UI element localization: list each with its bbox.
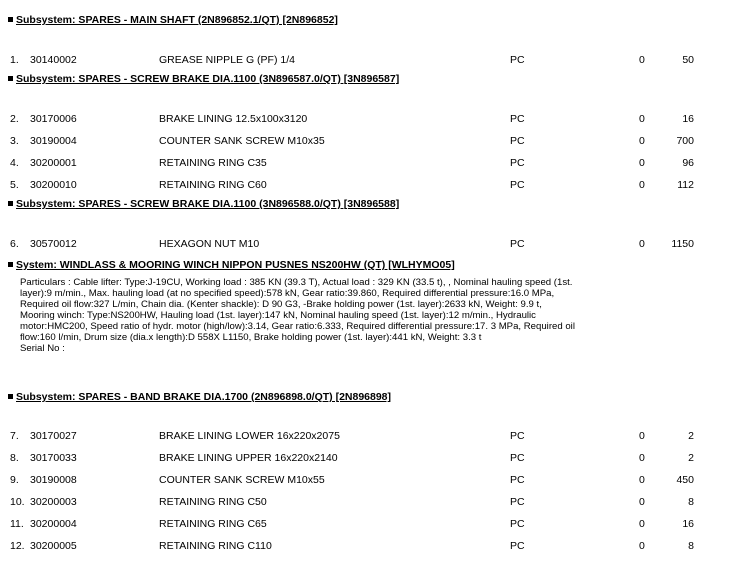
system-title: System: WINDLASS & MOORING WINCH NIPPON PUSNES NS200HW (QT) [WLHYMO05] <box>16 259 455 271</box>
subsystem-title: Subsystem: SPARES - BAND BRAKE DIA.1700 (2N896898.0/QT) [2N896898] <box>16 391 392 403</box>
part-code: 30570012 <box>30 238 77 250</box>
bullet-square-icon <box>8 394 13 399</box>
row-number: 9. <box>10 474 19 486</box>
row-number: 11. <box>10 518 24 530</box>
unit: PC <box>510 179 525 191</box>
table-row <box>0 238 734 252</box>
unit: PC <box>510 518 525 530</box>
part-description: COUNTER SANK SCREW M10x35 <box>159 135 325 147</box>
part-description: RETAINING RING C110 <box>159 540 272 552</box>
part-description: GREASE NIPPLE G (PF) 1/4 <box>159 54 295 66</box>
part-code: 30170006 <box>30 113 77 125</box>
table-row <box>0 54 734 68</box>
quantity: 50 <box>682 54 694 66</box>
table-row <box>0 540 734 554</box>
bullet-square-icon <box>8 76 13 81</box>
row-number: 7. <box>10 430 19 442</box>
quantity: 700 <box>676 135 694 147</box>
particulars-line: Required oil flow:327 L/min, Chain dia. (Kenter shackle): D 90 G3, -Brake holding power (1st. layer):2633 kN, Weight: 9.9 t, <box>20 299 542 310</box>
part-code: 30200003 <box>30 496 77 508</box>
part-description: RETAINING RING C60 <box>159 179 267 191</box>
table-row <box>0 496 734 510</box>
subsystem-header <box>8 73 399 85</box>
stock-value: 0 <box>639 157 645 169</box>
unit: PC <box>510 430 525 442</box>
quantity: 96 <box>682 157 694 169</box>
serial-number-line: Serial No : <box>20 343 65 354</box>
stock-value: 0 <box>639 135 645 147</box>
part-code: 30200001 <box>30 157 77 169</box>
table-row <box>0 135 734 149</box>
table-row <box>0 179 734 193</box>
system-header <box>8 259 455 271</box>
quantity: 16 <box>682 518 694 530</box>
bullet-square-icon <box>8 262 13 267</box>
bullet-square-icon <box>8 201 13 206</box>
part-code: 30190008 <box>30 474 77 486</box>
part-description: RETAINING RING C65 <box>159 518 267 530</box>
stock-value: 0 <box>639 113 645 125</box>
unit: PC <box>510 474 525 486</box>
unit: PC <box>510 54 525 66</box>
stock-value: 0 <box>639 179 645 191</box>
unit: PC <box>510 496 525 508</box>
subsystem-header <box>8 198 399 210</box>
particulars-text <box>20 277 732 354</box>
subsystem-header <box>8 14 338 26</box>
part-code: 30200004 <box>30 518 77 530</box>
particulars-line: motor:HMC200, Speed ratio of hydr. motor (high/low):3.14, Gear ratio:6.333, Required differential pressure:17. 3 MPa, Required oil <box>20 321 575 332</box>
part-description: HEXAGON NUT M10 <box>159 238 260 250</box>
subsystem-title: Subsystem: SPARES - SCREW BRAKE DIA.1100 (3N896587.0/QT) [3N896587] <box>16 73 400 85</box>
quantity: 112 <box>677 179 694 191</box>
row-number: 12. <box>10 540 25 552</box>
stock-value: 0 <box>639 496 645 508</box>
quantity: 1150 <box>671 238 694 250</box>
table-row <box>0 113 734 127</box>
part-code: 30140002 <box>30 54 77 66</box>
part-code: 30170033 <box>30 452 77 464</box>
row-number: 6. <box>10 238 19 250</box>
part-description: COUNTER SANK SCREW M10x55 <box>159 474 325 486</box>
bullet-square-icon <box>8 17 13 22</box>
unit: PC <box>510 238 525 250</box>
row-number: 5. <box>10 179 19 191</box>
part-description: BRAKE LINING LOWER 16x220x2075 <box>159 430 340 442</box>
stock-value: 0 <box>639 474 645 486</box>
particulars-line: Particulars : Cable lifter: Type:J-19CU, Working load : 385 KN (39.3 T), Actual load : 329 KN (33.5 t), , Nominal hauling speed (1st. <box>20 277 573 288</box>
part-code: 30200005 <box>30 540 77 552</box>
stock-value: 0 <box>639 518 645 530</box>
unit: PC <box>510 135 525 147</box>
quantity: 16 <box>682 113 694 125</box>
quantity: 450 <box>676 474 694 486</box>
table-row <box>0 157 734 171</box>
stock-value: 0 <box>639 238 645 250</box>
part-code: 30170027 <box>30 430 77 442</box>
quantity: 2 <box>688 452 694 464</box>
part-description: RETAINING RING C50 <box>159 496 267 508</box>
particulars-line: flow:160 l/min, Drum size (dia.x length):D 558X L1150, Brake holding power (1st. layer):441 kN, Weight: 3.3 t <box>20 332 482 343</box>
part-code: 30190004 <box>30 135 77 147</box>
quantity: 8 <box>688 496 694 508</box>
unit: PC <box>510 452 525 464</box>
particulars-line: layer):9 m/min., Max. hauling load (at no specified speed):578 kN, Gear ratio:39.860, Required differential pressure:16.0 MPa, <box>20 288 555 299</box>
unit: PC <box>510 540 525 552</box>
row-number: 2. <box>10 113 19 125</box>
table-row <box>0 430 734 444</box>
row-number: 10. <box>10 496 25 508</box>
stock-value: 0 <box>639 452 645 464</box>
part-description: RETAINING RING C35 <box>159 157 267 169</box>
stock-value: 0 <box>639 430 645 442</box>
part-description: BRAKE LINING 12.5x100x3120 <box>159 113 308 125</box>
row-number: 8. <box>10 452 19 464</box>
table-row <box>0 452 734 466</box>
table-row <box>0 518 734 532</box>
subsystem-header <box>8 391 391 403</box>
row-number: 1. <box>10 54 19 66</box>
part-description: BRAKE LINING UPPER 16x220x2140 <box>159 452 338 464</box>
unit: PC <box>510 113 525 125</box>
part-code: 30200010 <box>30 179 77 191</box>
subsystem-title: Subsystem: SPARES - MAIN SHAFT (2N896852.1/QT) [2N896852] <box>16 14 338 26</box>
row-number: 3. <box>10 135 19 147</box>
stock-value: 0 <box>639 54 645 66</box>
unit: PC <box>510 157 525 169</box>
particulars-line: Mooring winch: Type:NS200HW, Hauling load (1st. layer):147 kN, Nominal hauling speed (1st. layer):12 m/min., Hydraulic <box>20 310 536 321</box>
row-number: 4. <box>10 157 19 169</box>
quantity: 8 <box>688 540 694 552</box>
stock-value: 0 <box>639 540 645 552</box>
table-row <box>0 474 734 488</box>
quantity: 2 <box>688 430 694 442</box>
subsystem-title: Subsystem: SPARES - SCREW BRAKE DIA.1100 (3N896588.0/QT) [3N896588] <box>16 198 400 210</box>
